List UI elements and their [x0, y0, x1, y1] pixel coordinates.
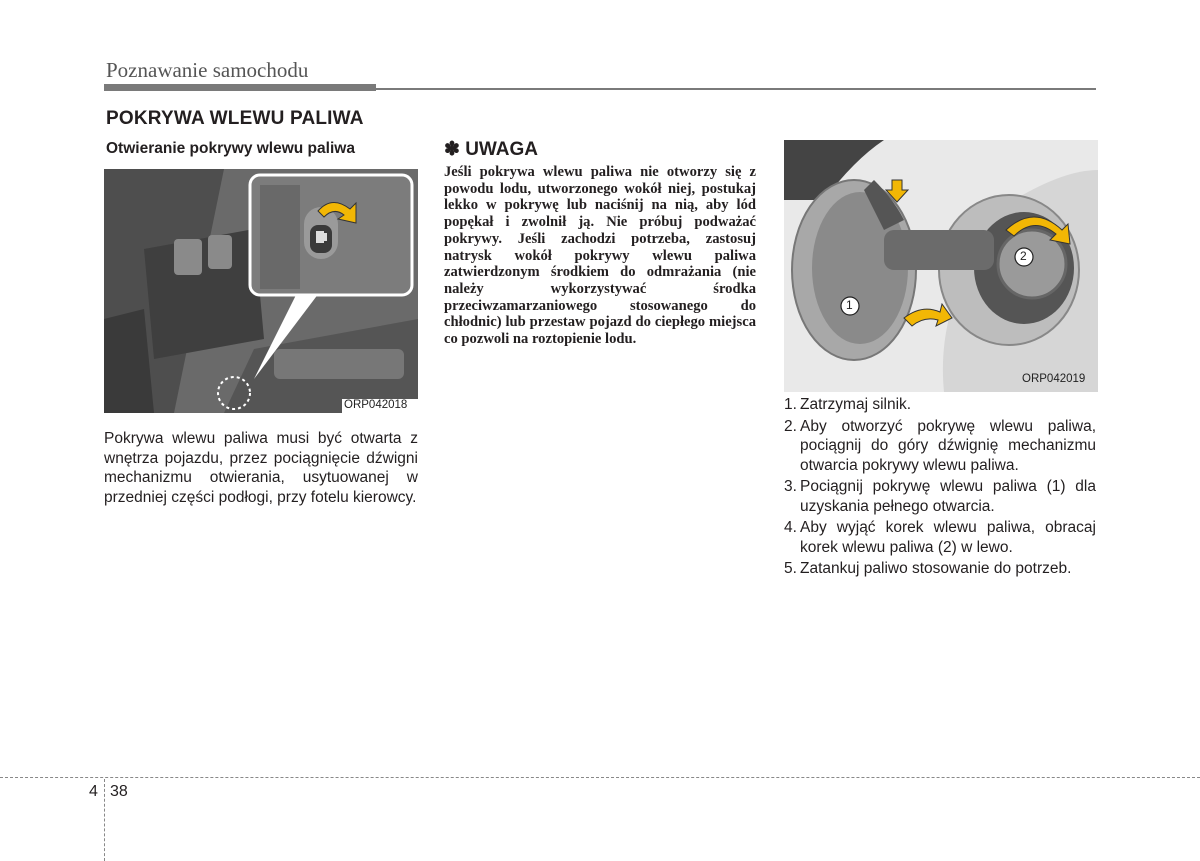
page-number: 38	[110, 783, 128, 800]
figure-code: ORP042019	[1022, 373, 1086, 385]
intro-paragraph: Pokrywa wlewu paliwa musi być otwarta z wnętrza pojazdu, przez pociągnięcie dźwigni mechanizmu otwierania, usytuowanej w przedniej części podłogi, przy fotelu kierowcy.	[104, 430, 418, 506]
chapter-number: 4	[89, 783, 98, 800]
header-title: Poznawanie samochodu	[106, 58, 309, 82]
figure-code: ORP042018	[344, 399, 408, 411]
steps-list	[784, 395, 1096, 581]
callout-2: 2	[1020, 249, 1027, 263]
footer-divider	[0, 777, 1200, 778]
list-item: 1. Zatrzymaj silnik.	[784, 396, 912, 413]
list-item: 3. Pociągnij pokrywę wlewu paliwa (1) dla uzyskania pełnego otwarcia.	[784, 478, 1096, 515]
fuel-door-figure	[784, 140, 1098, 392]
uwaga-text: Jeśli pokrywa wlewu paliwa nie otworzy się z powodu lodu, utworzonego wokół niej, postukaj lekko w pokrywę lub naciśnij na nią, aby lód popękał i zwolnił ją. Nie próbuj podważać pokrywy. Jeśli zachodzi potrzeba, zastosuj natrysk wokół pokrywy wlewu paliwa zatwierdzonym środkiem do odmrażania (nie należy wykorzystywać środka przeciwzamarzaniowego stosowanego do chłodnic) lub przestaw pojazd do ciepłego miejsca co pozwoli na roztopienie lodu.	[444, 164, 756, 348]
list-item: 2. Aby otworzyć pokrywę wlewu paliwa, pociągnij do góry dźwignię mechanizmu otwarcia pokrywy wlewu paliwa.	[784, 417, 1096, 474]
section-subtitle: Otwieranie pokrywy wlewu paliwa	[106, 140, 355, 157]
header-rule	[376, 88, 1096, 90]
interior-lever-figure	[104, 169, 418, 413]
footer-vertical-divider	[104, 779, 105, 861]
uwaga-title: UWAGA	[465, 139, 539, 160]
asterisk-icon: ✽	[444, 139, 460, 160]
header-bar	[104, 84, 376, 91]
callout-1: 1	[846, 298, 853, 312]
list-item: 5. Zatankuj paliwo stosowanie do potrzeb.	[784, 560, 1072, 577]
uwaga-heading	[444, 138, 538, 161]
list-item: 4. Aby wyjąć korek wlewu paliwa, obracaj korek wlewu paliwa (2) w lewo.	[784, 519, 1096, 556]
section-title: POKRYWA WLEWU PALIWA	[106, 108, 364, 129]
